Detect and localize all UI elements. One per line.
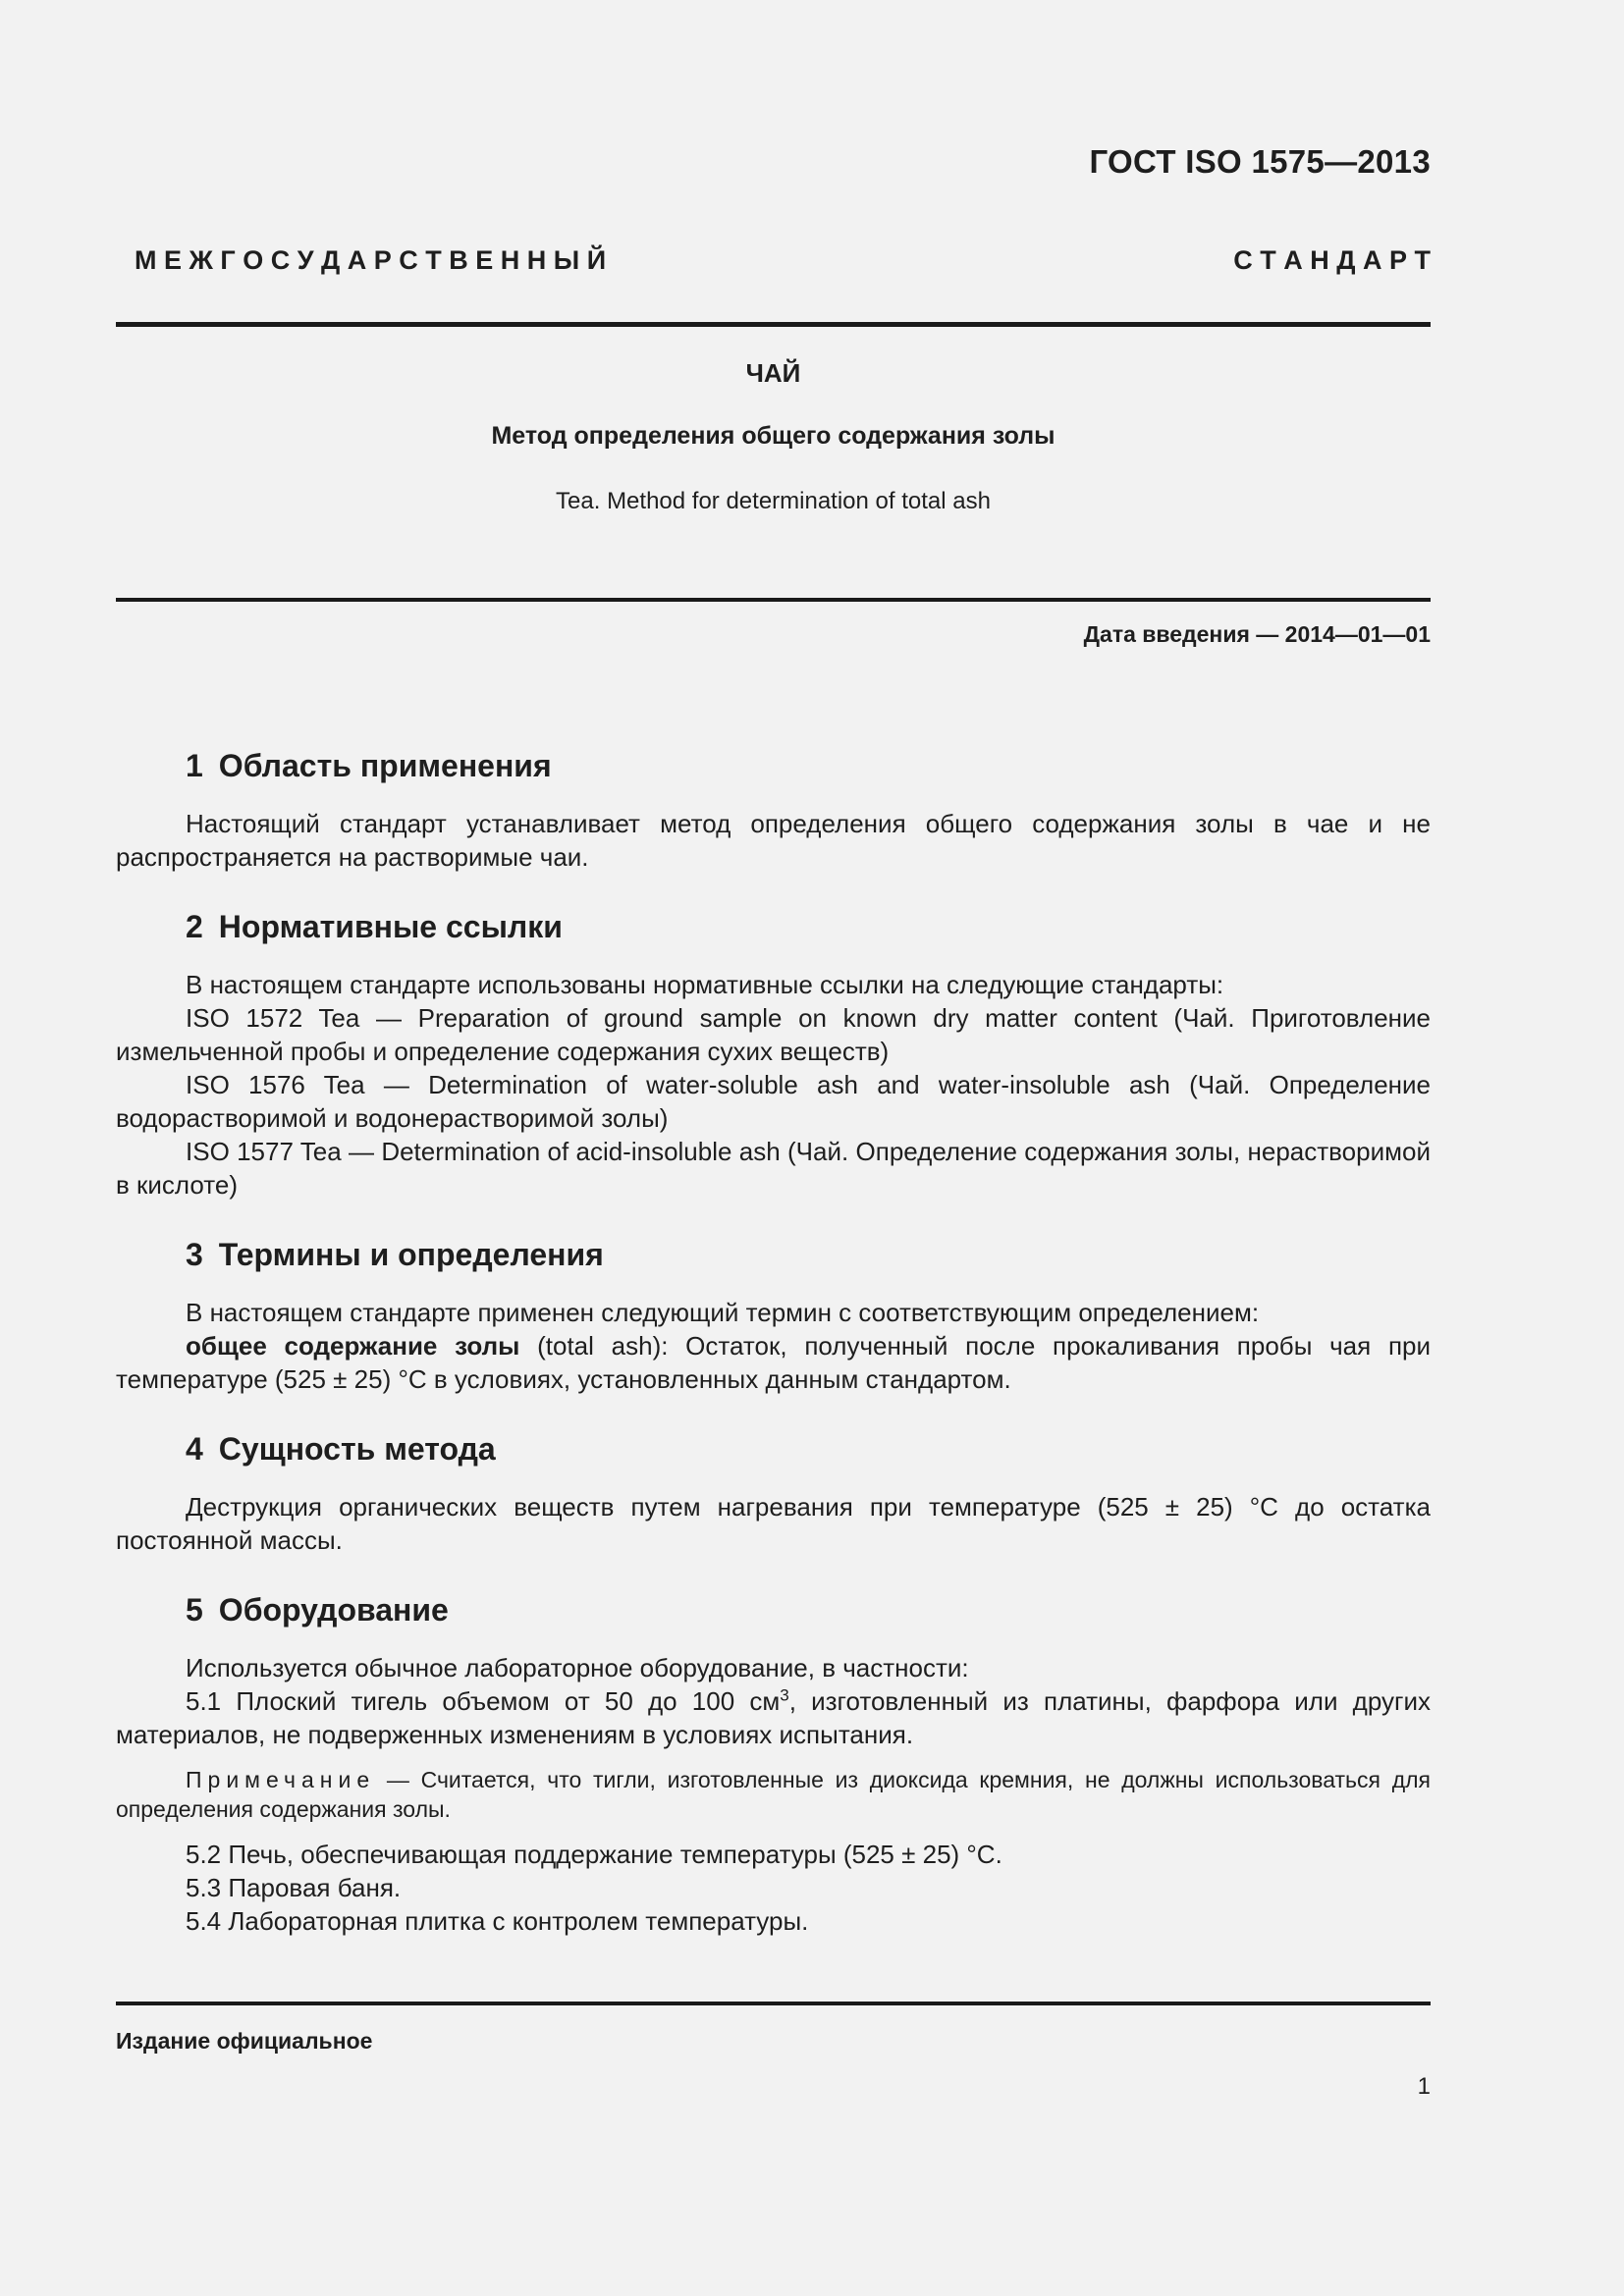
item-5-3: 5.3 Паровая баня.	[186, 1873, 402, 1902]
footer-divider	[116, 2002, 1431, 2005]
item-5-2: 5.2 Печь, обеспечивающая поддержание температуры (525 ± 25) °С.	[186, 1840, 1002, 1869]
section-number: 4	[186, 1431, 203, 1467]
document-subtitle: Метод определения общего содержания золы	[491, 422, 1056, 450]
document-title-english: Tea. Method for determination of total ash	[556, 488, 991, 514]
reference-iso-1572: ISO 1572 Tea — Preparation of ground sample on known dry matter content (Чай. Приготовление измельченной пробы и определение содержания сухих веществ)	[116, 1003, 1431, 1066]
title-divider	[116, 598, 1431, 602]
section-heading	[116, 1235, 1431, 1274]
document-body	[116, 746, 1431, 1971]
item-text: 5.1 Плоский тигель объемом от 50 до 100 см	[186, 1686, 781, 1716]
section-title: Нормативные ссылки	[218, 909, 563, 944]
section-number: 3	[186, 1237, 203, 1272]
section-heading	[116, 746, 1431, 785]
paragraph: Деструкция органических веществ путем нагревания при температуре (525 ± 25) °С до остатка постоянной массы.	[116, 1492, 1431, 1555]
section-number: 5	[186, 1592, 203, 1628]
note-label: Примечание	[186, 1767, 376, 1792]
document-title: ЧАЙ	[745, 358, 801, 388]
document-number: ГОСТ ISO 1575—2013	[1089, 143, 1431, 180]
section-heading	[116, 1429, 1431, 1468]
top-divider	[116, 322, 1431, 327]
superscript: 3	[780, 1685, 789, 1705]
paragraph: В настоящем стандарте использованы нормативные ссылки на следующие стандарты:	[186, 970, 1224, 999]
paragraph: В настоящем стандарте применен следующий термин с соответствующим определением:	[186, 1298, 1260, 1327]
section-title: Оборудование	[218, 1592, 449, 1628]
section-number: 2	[186, 909, 203, 944]
banner-standard: С Т А Н Д А Р Т	[1233, 245, 1431, 275]
section-normative-references	[116, 907, 1431, 1201]
reference-iso-1577: ISO 1577 Tea — Determination of acid-insoluble ash (Чай. Определение содержания золы, нерастворимой в кислоте)	[116, 1137, 1431, 1200]
section-title: Область применения	[218, 748, 552, 783]
reference-iso-1576: ISO 1576 Tea — Determination of water-soluble ash and water-insoluble ash (Чай. Определение водорастворимой и водонерастворимой золы)	[116, 1070, 1431, 1133]
paragraph: Используется обычное лабораторное оборудование, в частности:	[186, 1653, 969, 1682]
section-heading	[116, 1590, 1431, 1629]
term-definition	[116, 1329, 1431, 1396]
section-title: Сущность метода	[218, 1431, 496, 1467]
note	[116, 1765, 1431, 1824]
official-edition-label: Издание официальное	[116, 2028, 373, 2054]
section-method-principle	[116, 1429, 1431, 1557]
standard-banner	[135, 245, 1431, 276]
section-number: 1	[186, 748, 203, 783]
note-text: — Считается, что тигли, изготовленные из диоксида кремния, не должны использоваться для определения содержания золы.	[116, 1767, 1431, 1822]
section-scope	[116, 746, 1431, 874]
section-terms	[116, 1235, 1431, 1396]
term: общее содержание золы	[186, 1331, 520, 1361]
section-equipment	[116, 1590, 1431, 1938]
page-number: 1	[1417, 2073, 1431, 2100]
paragraph: Настоящий стандарт устанавливает метод определения общего содержания золы в чае и не распространяется на растворимые чаи.	[116, 809, 1431, 872]
banner-interstate: М Е Ж Г О С У Д А Р С Т В Е Н Н Ы Й	[135, 245, 607, 275]
introduction-date: Дата введения — 2014—01—01	[1083, 621, 1431, 647]
item-5-1	[116, 1684, 1431, 1751]
item-5-4: 5.4 Лабораторная плитка с контролем температуры.	[186, 1906, 809, 1936]
section-heading	[116, 907, 1431, 946]
item-text-cont: , изготовленный из платины, фарфора или других материалов, не подверженных изменениям в условиях испытания.	[116, 1686, 1431, 1749]
definition: (total ash): Остаток, полученный после прокаливания пробы чая при температуре (525 ± 25) °С в условиях, установленных данным стандартом.	[116, 1331, 1432, 1394]
section-title: Термины и определения	[218, 1237, 604, 1272]
